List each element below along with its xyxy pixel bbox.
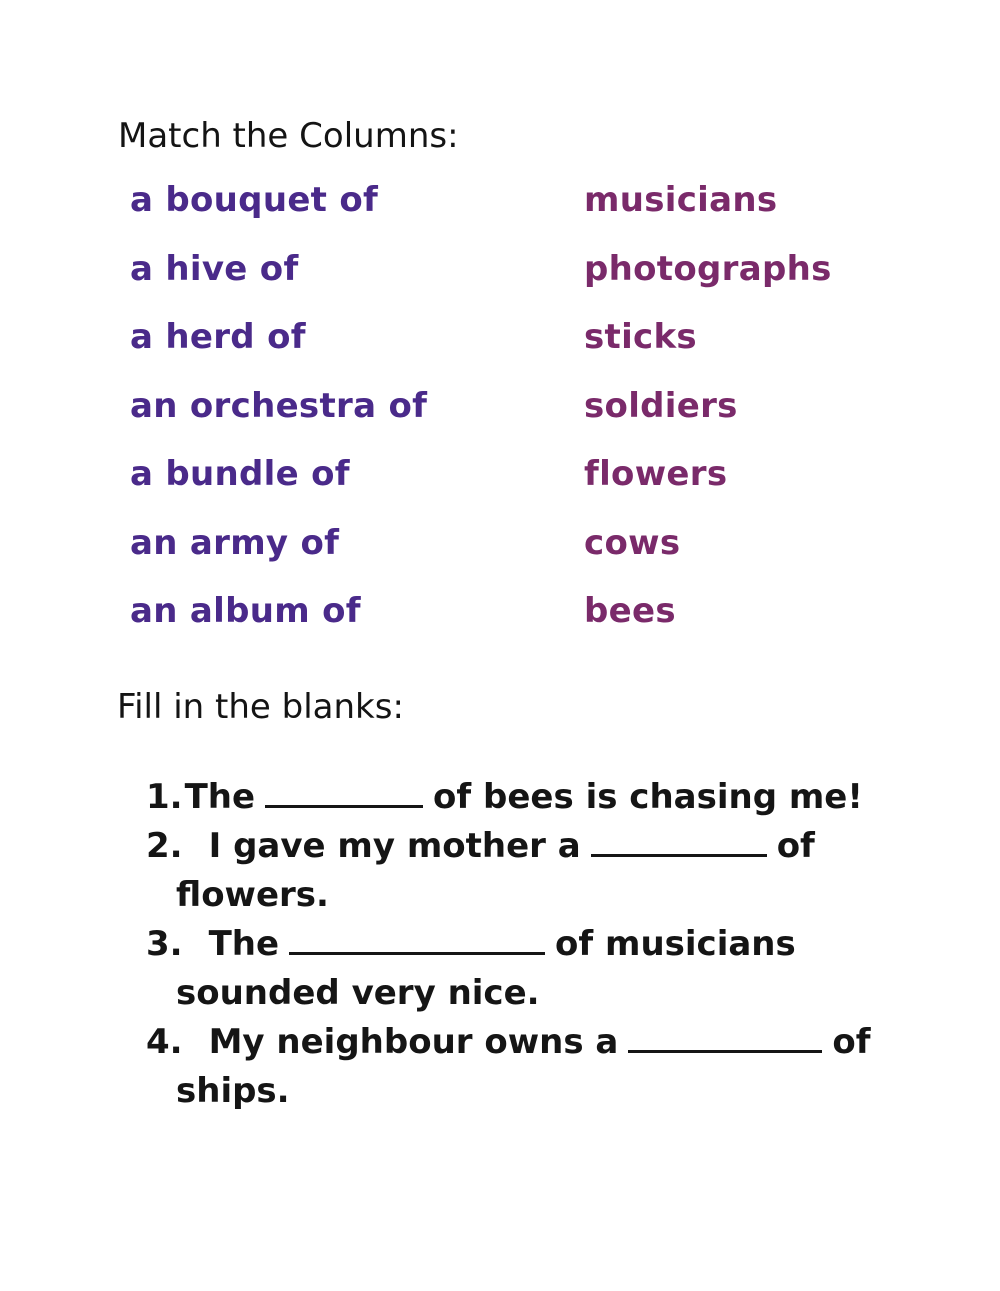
text-before: My neighbour owns a bbox=[208, 1022, 619, 1062]
item-number: 1. bbox=[146, 777, 183, 817]
blank-item-2 bbox=[146, 822, 871, 920]
right-item: soldiers bbox=[584, 385, 738, 426]
left-item: a hive of bbox=[130, 248, 299, 289]
blank-item-4 bbox=[146, 1018, 871, 1116]
answer-blank[interactable] bbox=[289, 922, 545, 955]
continuation-line: sounded very nice. bbox=[176, 973, 540, 1013]
left-item: a herd of bbox=[130, 317, 306, 357]
right-item: photographs bbox=[584, 248, 832, 289]
left-item: an album of bbox=[130, 591, 361, 631]
item-number: 2. bbox=[146, 826, 183, 866]
item-number: 3. bbox=[146, 924, 183, 964]
match-columns-title: Match the Columns: bbox=[118, 116, 459, 156]
left-item: a bundle of bbox=[130, 454, 350, 494]
left-item: an army of bbox=[130, 522, 340, 563]
fill-blanks-title: Fill in the blanks: bbox=[117, 687, 404, 727]
right-item: flowers bbox=[584, 454, 728, 494]
right-item: sticks bbox=[584, 317, 697, 357]
blank-item-1 bbox=[146, 773, 871, 822]
text-before: The bbox=[208, 924, 280, 964]
blank-item-3 bbox=[146, 920, 871, 1018]
text-before: I gave my mother a bbox=[208, 826, 581, 866]
continuation-line: flowers. bbox=[176, 875, 329, 915]
fill-blanks-list bbox=[146, 773, 871, 1116]
right-item: bees bbox=[584, 591, 676, 631]
match-left-column bbox=[130, 178, 427, 658]
answer-blank[interactable] bbox=[628, 1020, 822, 1053]
right-item: musicians bbox=[584, 180, 778, 220]
item-number: 4. bbox=[146, 1022, 183, 1062]
match-right-column bbox=[584, 178, 832, 658]
left-item: a bouquet of bbox=[130, 180, 379, 220]
answer-blank[interactable] bbox=[591, 824, 767, 857]
text-after: of bees is chasing me! bbox=[433, 777, 863, 817]
text-after: of bbox=[832, 1022, 871, 1062]
text-before: The bbox=[184, 777, 256, 817]
answer-blank[interactable] bbox=[265, 775, 423, 808]
text-after: of musicians bbox=[555, 924, 796, 964]
text-after: of bbox=[776, 826, 815, 866]
right-item: cows bbox=[584, 522, 681, 563]
left-item: an orchestra of bbox=[130, 385, 428, 426]
continuation-line: ships. bbox=[176, 1071, 290, 1111]
